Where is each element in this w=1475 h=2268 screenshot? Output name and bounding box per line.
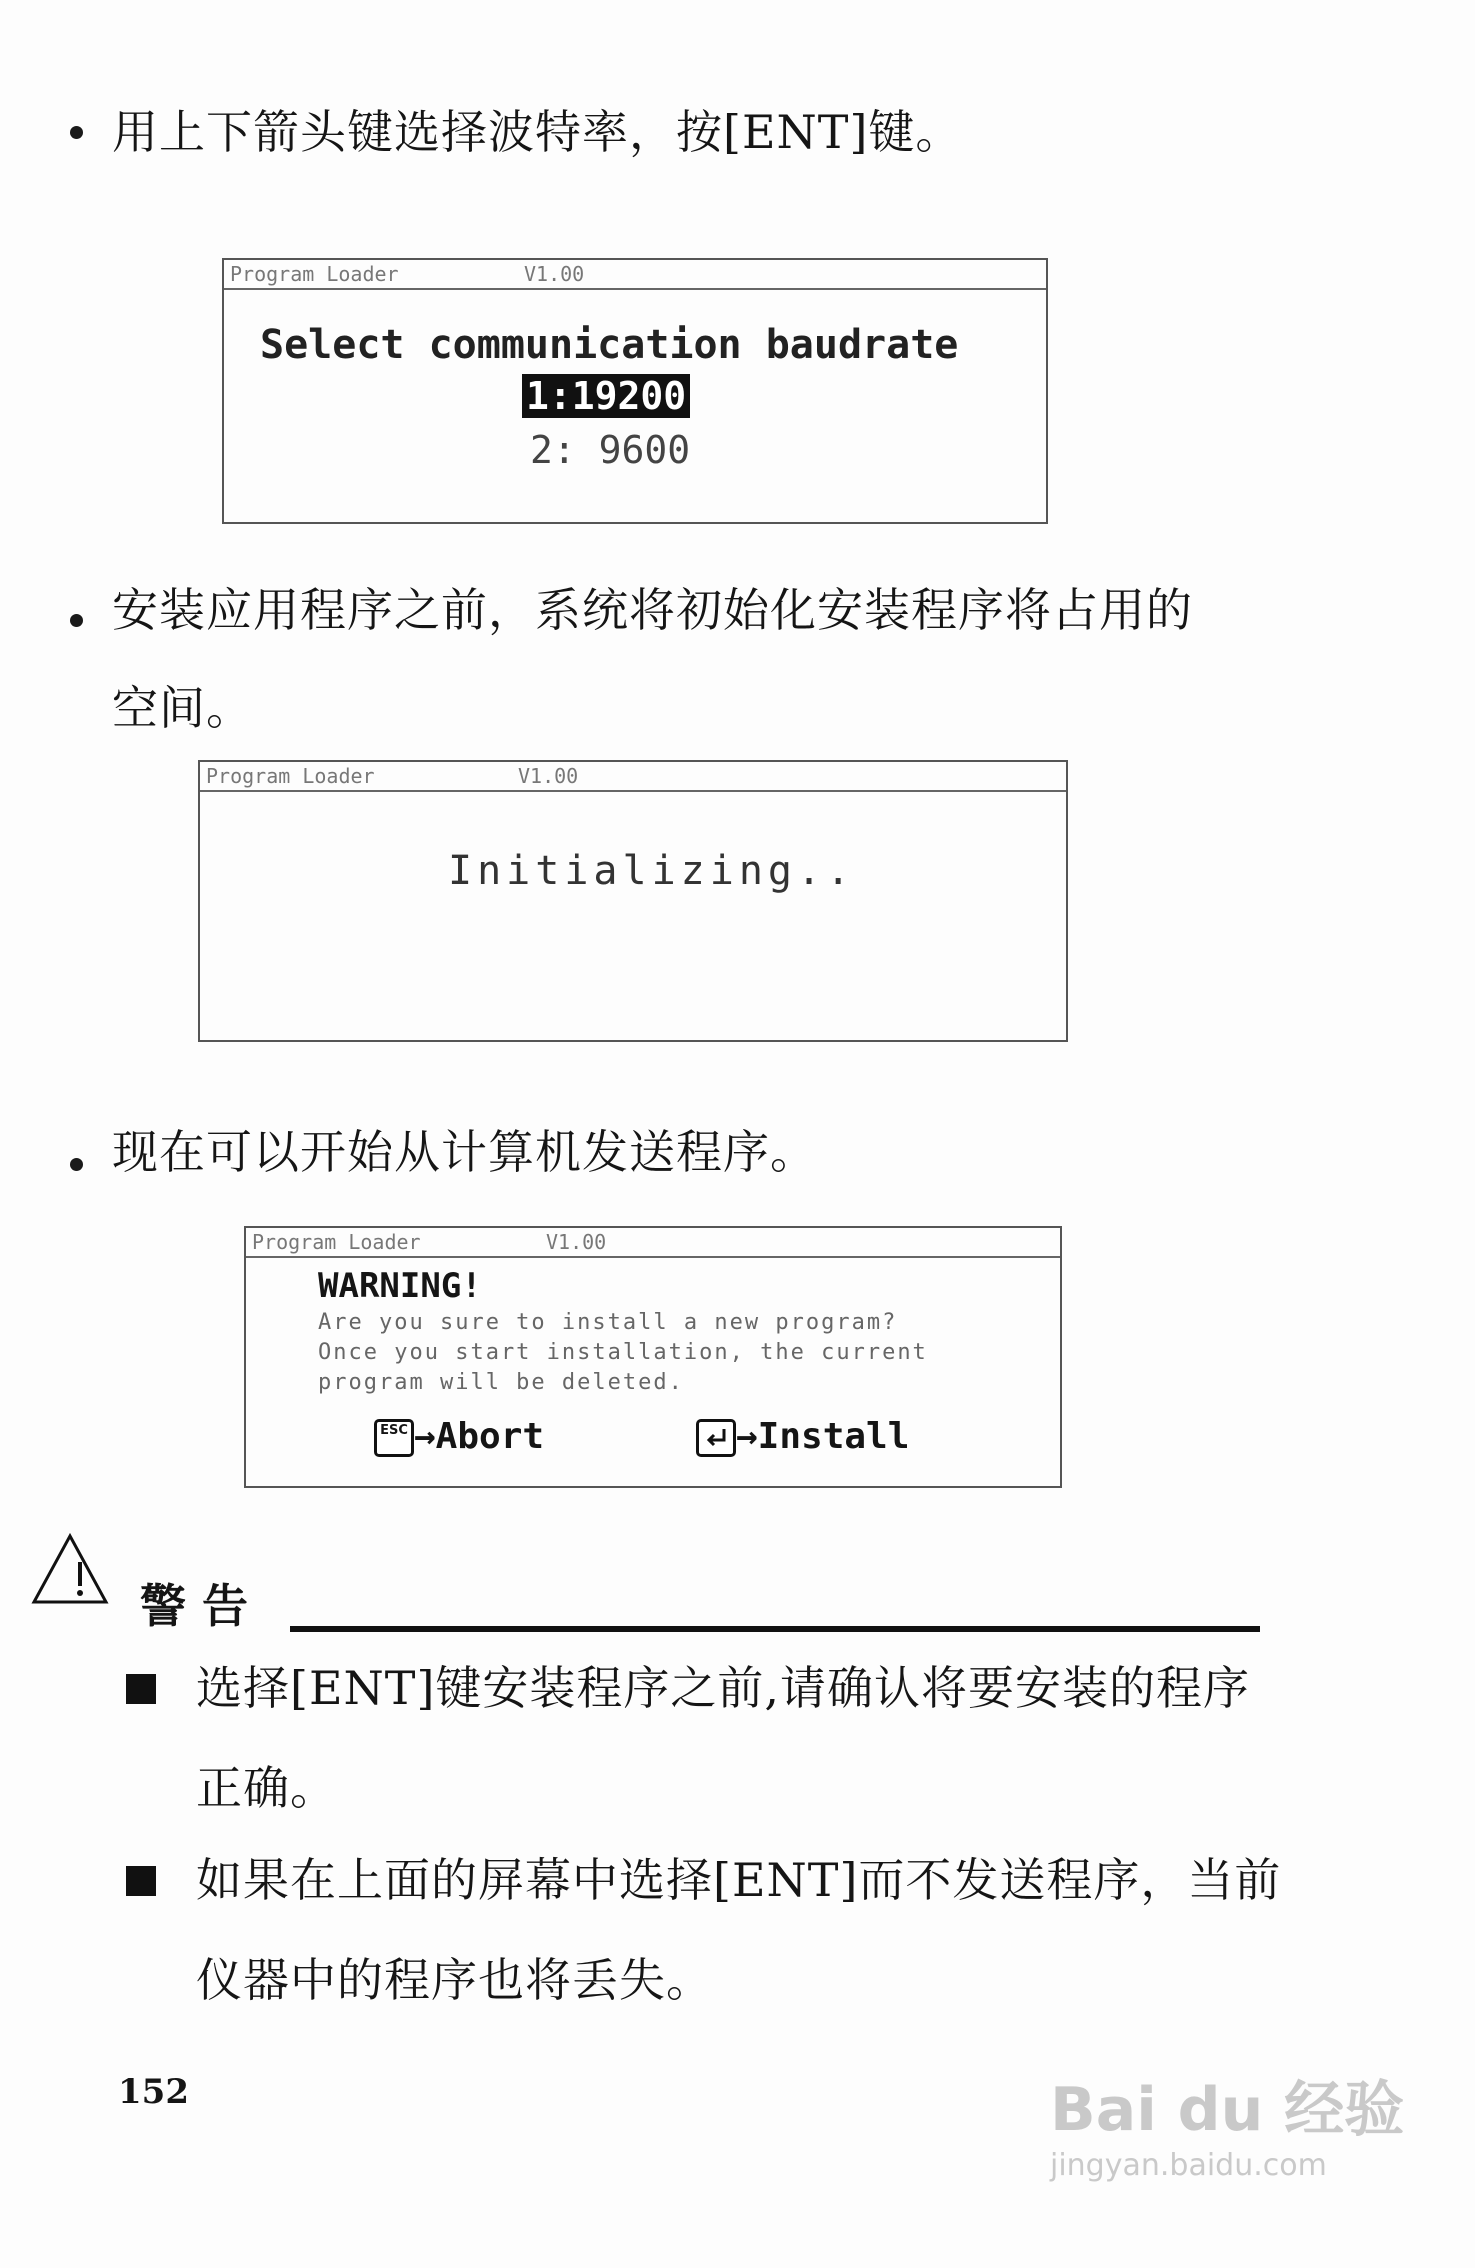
bullet-dot bbox=[70, 1158, 83, 1171]
baudrate-option-1[interactable] bbox=[522, 374, 690, 418]
warning-item-1-line2: 正确。 bbox=[196, 1761, 337, 1815]
header-version: V1.00 bbox=[518, 764, 579, 788]
install-action[interactable] bbox=[696, 1416, 909, 1457]
warning-title: WARNING! bbox=[318, 1266, 482, 1306]
screen-baudrate bbox=[222, 258, 1048, 524]
screen-initializing bbox=[198, 760, 1068, 1042]
bullet-dot bbox=[70, 614, 83, 627]
enter-key-icon bbox=[696, 1419, 736, 1457]
square-bullet bbox=[126, 1866, 156, 1896]
warning-heading: 警 告 bbox=[140, 1579, 249, 1633]
screen-warning bbox=[244, 1226, 1062, 1488]
instruction-text-1: 用上下箭头键选择波特率，按[ENT]键。 bbox=[112, 105, 963, 159]
header-title: Program Loader bbox=[230, 262, 399, 286]
header-title: Program Loader bbox=[206, 764, 375, 788]
header-version: V1.00 bbox=[546, 1230, 607, 1254]
baudrate-option-2[interactable]: 2: 9600 bbox=[530, 428, 691, 472]
initializing-message: Initializing.. bbox=[448, 848, 856, 894]
abort-label: →Abort bbox=[414, 1416, 545, 1457]
instruction-text-3: 现在可以开始从计算机发送程序。 bbox=[112, 1125, 817, 1179]
header-version: V1.00 bbox=[524, 262, 585, 286]
warning-line-2: Once you start installation, the current bbox=[318, 1340, 928, 1365]
warning-item-2-line2: 仪器中的程序也将丢失。 bbox=[196, 1953, 713, 2007]
warning-rule bbox=[290, 1626, 1260, 1632]
warning-line-1: Are you sure to install a new program? bbox=[318, 1310, 898, 1335]
screen-header bbox=[200, 762, 1066, 792]
warning-item-1-line1: 选择[ENT]键安装程序之前,请确认将要安装的程序 bbox=[196, 1661, 1251, 1715]
square-bullet bbox=[126, 1674, 156, 1704]
instruction-text-2-line1: 安装应用程序之前，系统将初始化安装程序将占用的 bbox=[112, 583, 1193, 637]
instruction-text-2-line2: 空间。 bbox=[112, 681, 253, 735]
warning-triangle-icon bbox=[30, 1532, 110, 1610]
abort-action[interactable] bbox=[374, 1416, 544, 1457]
screen-header bbox=[246, 1228, 1060, 1258]
screen-header bbox=[224, 260, 1046, 290]
bullet-dot bbox=[70, 126, 83, 139]
install-label: →Install bbox=[736, 1416, 910, 1457]
baidu-watermark-url: jingyan.baidu.com bbox=[1050, 2148, 1327, 2183]
warning-item-2-line1: 如果在上面的屏幕中选择[ENT]而不发送程序，当前 bbox=[196, 1853, 1282, 1907]
warning-line-3: program will be deleted. bbox=[318, 1370, 684, 1395]
baidu-watermark-logo: Bai du 经验 bbox=[1050, 2075, 1405, 2145]
page-number: 152 bbox=[118, 2072, 189, 2112]
esc-key-icon: ESC bbox=[374, 1419, 414, 1457]
selected-option[interactable]: 1:19200 bbox=[522, 374, 690, 418]
baudrate-prompt: Select communication baudrate bbox=[260, 322, 959, 368]
header-title: Program Loader bbox=[252, 1230, 421, 1254]
